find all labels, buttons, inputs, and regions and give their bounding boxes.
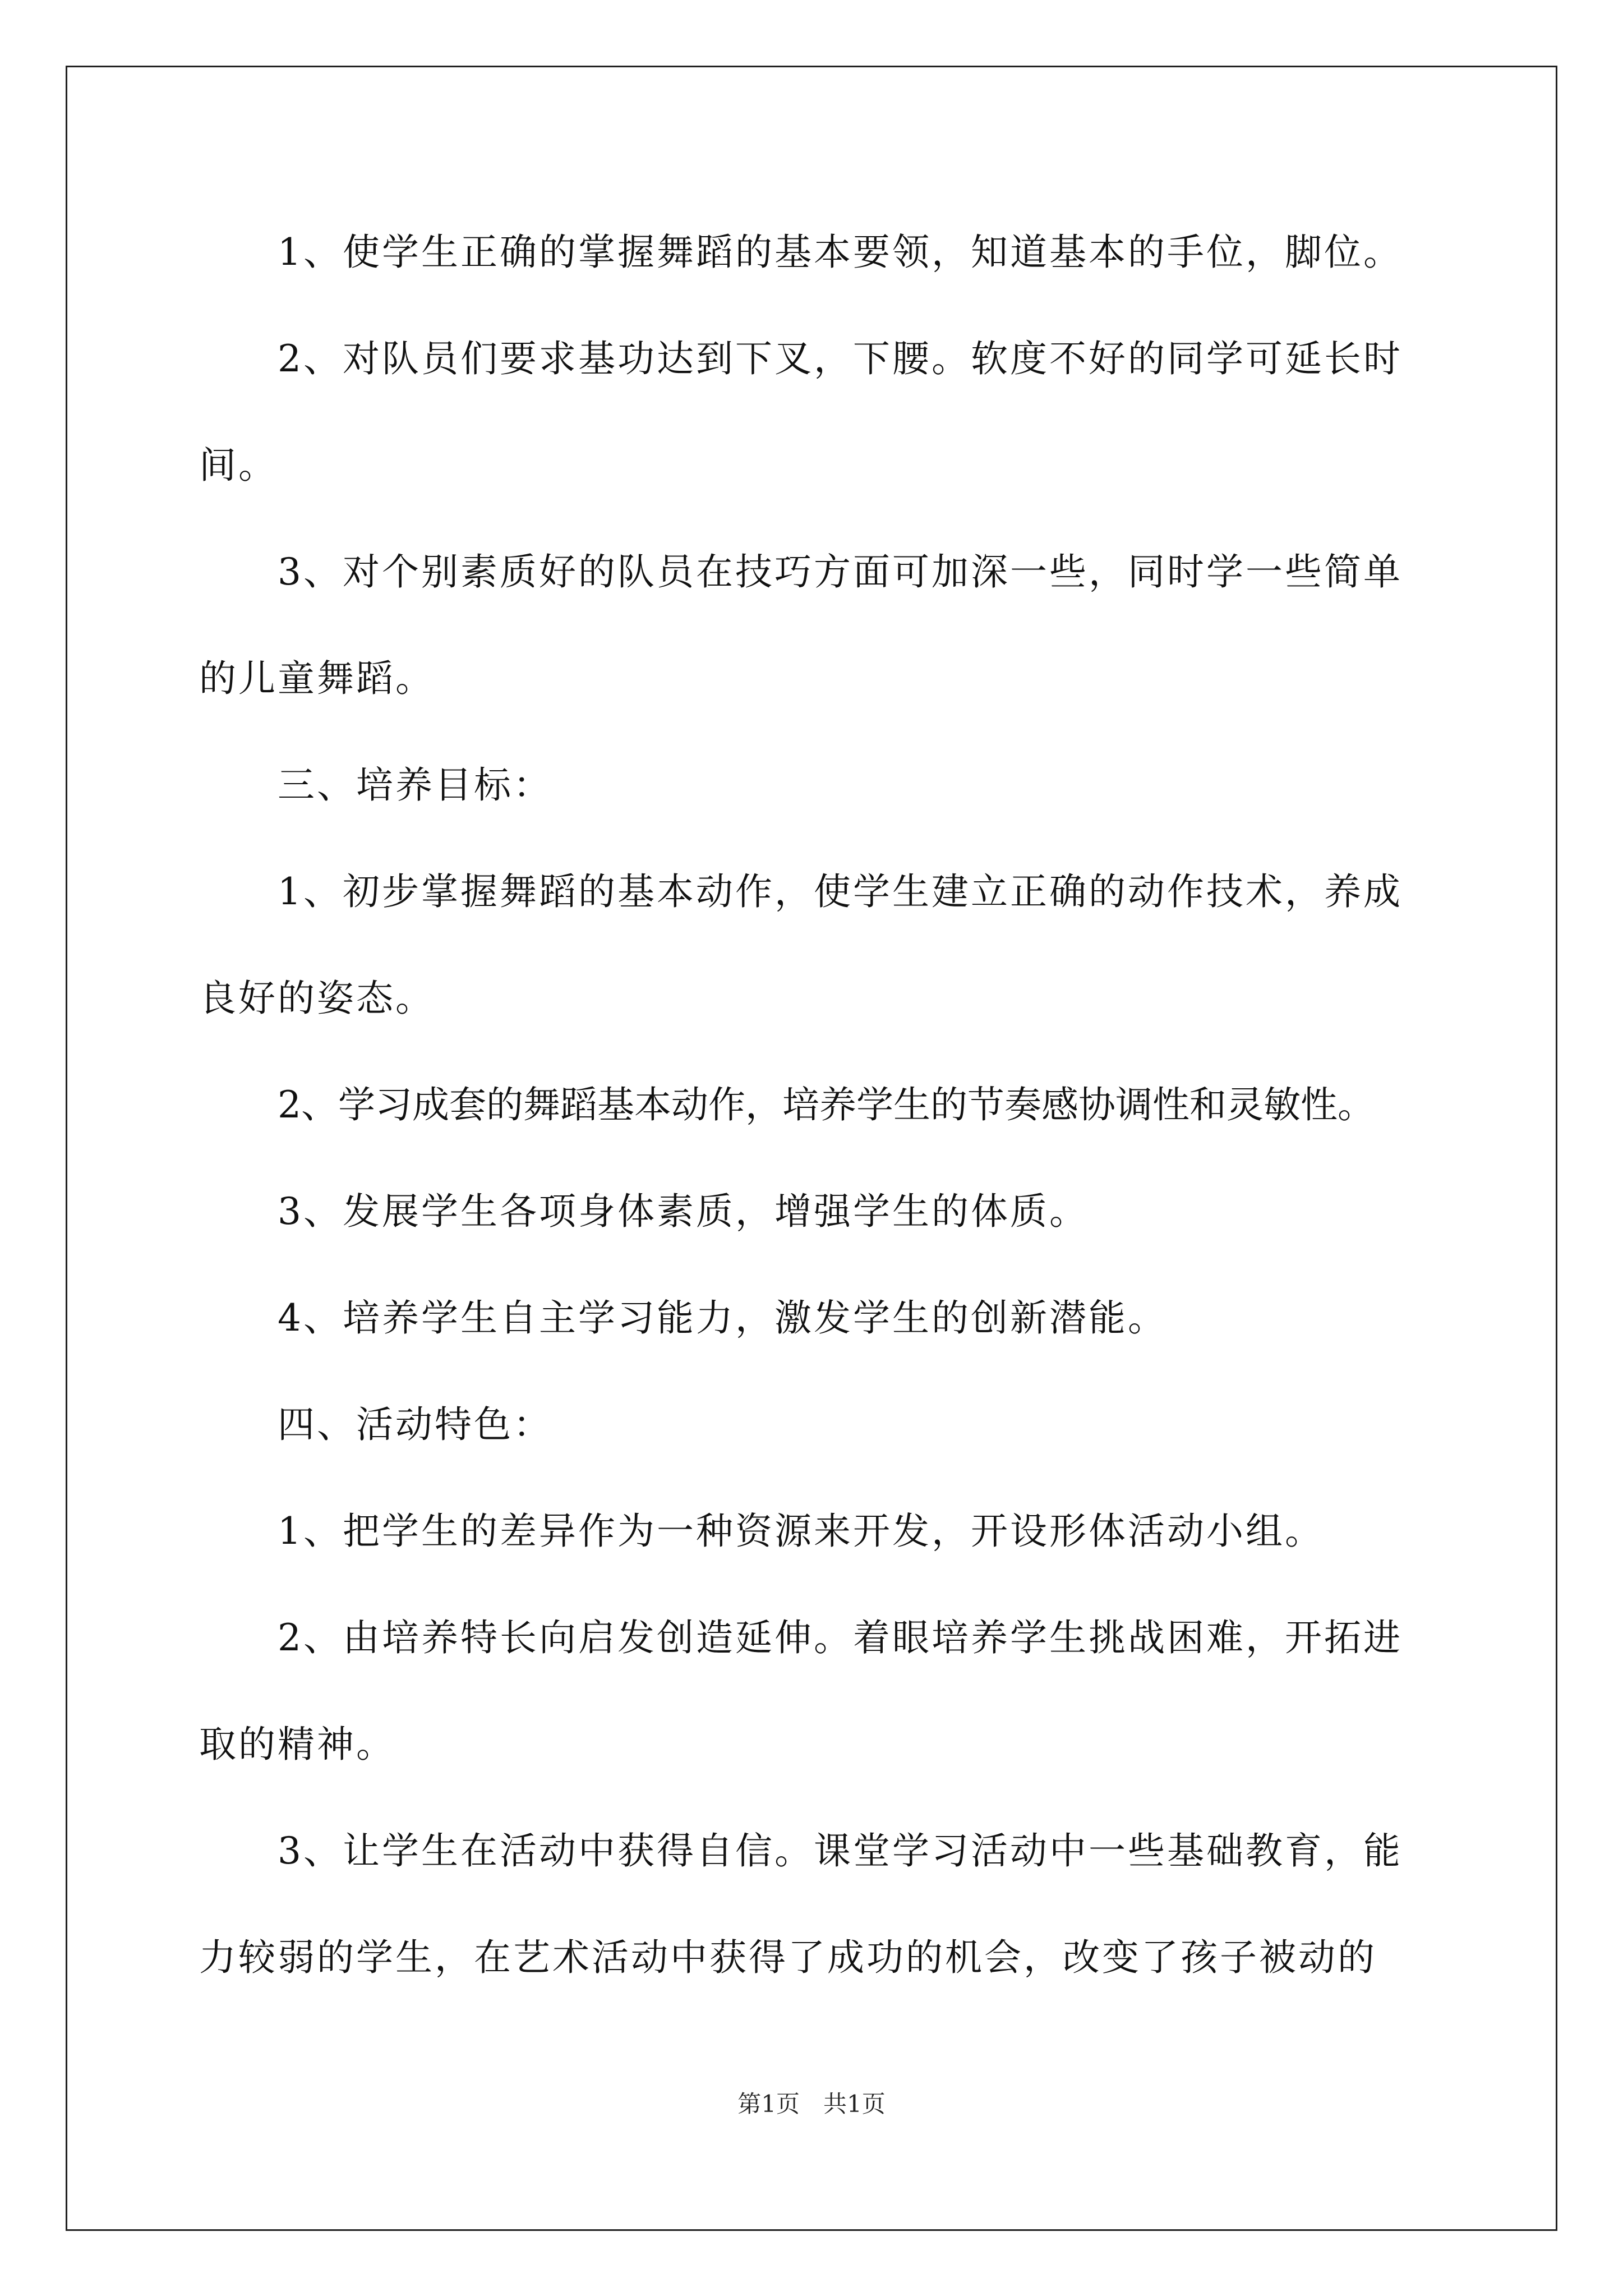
paragraph-line-2: 2、对队员们要求基功达到下叉，下腰。软度不好的同学可延长时: [278, 337, 1403, 380]
paragraph-line-10: 3、发展学生各项身体素质，增强学生的体质。: [278, 1190, 1089, 1233]
paragraph-line-3: 间。: [199, 444, 278, 487]
paragraph-line-1: 1、使学生正确的掌握舞蹈的基本要领，知道基本的手位，脚位。: [278, 231, 1403, 274]
paragraph-line-15: 取的精神。: [199, 1723, 395, 1766]
page-number-footer: 第1页 共1页: [737, 2090, 886, 2118]
paragraph-line-5: 的儿童舞蹈。: [199, 657, 435, 700]
paragraph-line-13: 1、把学生的差异作为一种资源来开发，开设形体活动小组。: [278, 1510, 1324, 1553]
paragraph-line-17: 力较弱的学生，在艺术活动中获得了成功的机会，改变了孩子被动的: [199, 1936, 1377, 1979]
paragraph-line-7: 1、初步掌握舞蹈的基本动作，使学生建立正确的动作技术，养成: [278, 870, 1403, 913]
section-heading-training-goals: 三、培养目标：: [278, 763, 552, 807]
paragraph-line-9: 2、学习成套的舞蹈基本动作，培养学生的节奏感协调性和灵敏性。: [278, 1083, 1375, 1126]
paragraph-line-8: 良好的姿态。: [199, 977, 435, 1020]
page-border: [66, 66, 1557, 2231]
paragraph-line-11: 4、培养学生自主学习能力，激发学生的创新潜能。: [278, 1296, 1167, 1340]
paragraph-line-14: 2、由培养特长向启发创造延伸。着眼培养学生挑战困难，开拓进: [278, 1616, 1403, 1659]
paragraph-line-16: 3、让学生在活动中获得自信。课堂学习活动中一些基础教育，能: [278, 1829, 1403, 1872]
section-heading-activity-features: 四、活动特色：: [278, 1403, 552, 1446]
paragraph-line-4: 3、对个别素质好的队员在技巧方面可加深一些，同时学一些简单: [278, 550, 1403, 593]
